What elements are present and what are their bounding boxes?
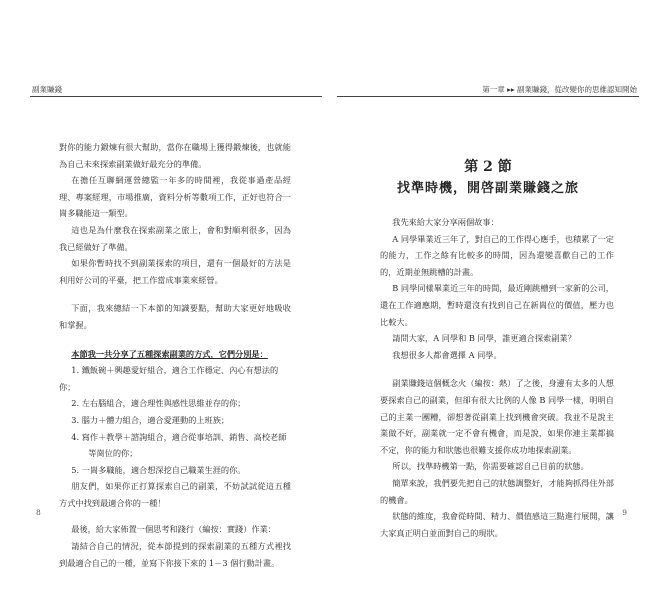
- left-body: [59, 139, 291, 571]
- paragraph: 這也是為什麼我在探索副業之旅上，會和對順利很多，因為我已經做好了準備。: [59, 224, 291, 252]
- paragraph: 我想很多人都會選擇 A 同學。: [392, 349, 502, 360]
- left-page: [22, 84, 322, 568]
- paragraph: A 同學畢業近三年了，對自己的工作得心應手，也積累了一定的能力，工作之餘有比較多的時間，因為還變喜歡自己的工作的，近期並無跳槽的計畫。: [380, 233, 614, 277]
- paragraph: 請問大家，A 同學和 B 同學，誰更適合探索副業？: [392, 333, 576, 344]
- list-item: 1. 鐵飯碗＋興趣愛好組合，適合工作穩定、內心有想法的你；: [59, 365, 279, 392]
- paragraph: 我先來給大家分享兩個故事：: [392, 217, 499, 227]
- list-item: 3. 腦力＋體力組合，適合愛運動的上班族；: [71, 414, 230, 425]
- paragraph: 副業賺錢這個概念火（編按：熱）了之後，身邊有太多的人想要探索自己的副業，但卻有很大比例的人像 B 同學一樣，明明自己的主業一團糟，卻想著從副業上找到機會突破。我並不是說主業做不好，副業就一定不會有機會，而是說，如果你連主業都搞不定，你的能力和狀態也很難支援你成功地探索副業。: [380, 378, 614, 455]
- homework-text: 請結合自己的情況，從本節提到的探索副業的五種方式裡找到最適合自己的一種，並寫下你接下來的 1－3 個行動計畫。: [59, 541, 291, 568]
- running-header: 副業賺錢: [32, 85, 62, 94]
- running-header: 第一章 ▸▸ 副業賺錢，從改變你的思維認知開始: [482, 85, 637, 94]
- page-number: 9: [622, 508, 627, 517]
- paragraph: 朋友們，如果你正打算探索自己的副業，不妨試試從這五種方式中找到最適合你的一種！: [59, 481, 291, 508]
- header-rule: [30, 96, 322, 97]
- summary-intro: 下面，我來總結一下本節的知識要點，幫助大家更好地吸收和掌握。: [59, 303, 291, 330]
- paragraph: 狀態的維度，我會從時間、精力、價值感這三點進行展開，讓大家真正明白並面對自己的現狀。: [380, 511, 614, 538]
- paragraph: 對你的能力鍛煉有很大幫助，當你在職場上獲得鍛煉後，也就能為自己未來探索副業做好最充分的準備。: [59, 142, 291, 169]
- header-rule: [337, 96, 639, 97]
- homework-intro: 最後，給大家佈置一個思考和踐行（編按：實踐）作業：: [71, 524, 276, 535]
- list-item-continued: 等崗位的你；: [88, 448, 138, 459]
- right-page: [337, 84, 639, 538]
- paragraph: 簡單來說，我們要先把自己的狀態調整好，才能夠抓得住外部的機會。: [380, 477, 614, 505]
- section-number: 第 2 節: [464, 159, 512, 175]
- list-item: 2. 左右腦組合，適合理性與感性思維並存的你；: [71, 398, 246, 409]
- paragraph: 所以，找準時機第一點，你需要確認自己目前的狀態。: [392, 461, 589, 472]
- right-body: [380, 214, 614, 541]
- page-number: 8: [36, 508, 41, 517]
- section-title: 找準時機，開啓副業賺錢之旅: [396, 181, 579, 196]
- list-item: 4. 寫作＋教學＋諮詢組合，適合從事培訓、銷售、高校老師: [71, 431, 287, 442]
- list-item: 5. 一崗多職能，適合想深挖自己職業生涯的你。: [71, 464, 246, 475]
- summary-title: 本節我一共分享了五種探索副業的方式，它們分別是：: [71, 348, 268, 359]
- paragraph: B 同學同樣畢業近三年的時間，最近剛跳槽到一家新的公司，還在工作適應期，暫時還沒有找到自己在新崗位的價值，壓力也比較大。: [380, 283, 614, 327]
- paragraph: 如果你暫時找不到副業探索的項目，還有一個最好的方法是利用好公司的平臺，把工作當成事業來經營。: [59, 258, 291, 285]
- paragraph: 在擔任互聯網運營總監一年多的時間裡，我從事過產品經理、專案經理，市場推廣，資料分析等數項工作，正好也符合一崗多職能這一類型。: [59, 175, 291, 219]
